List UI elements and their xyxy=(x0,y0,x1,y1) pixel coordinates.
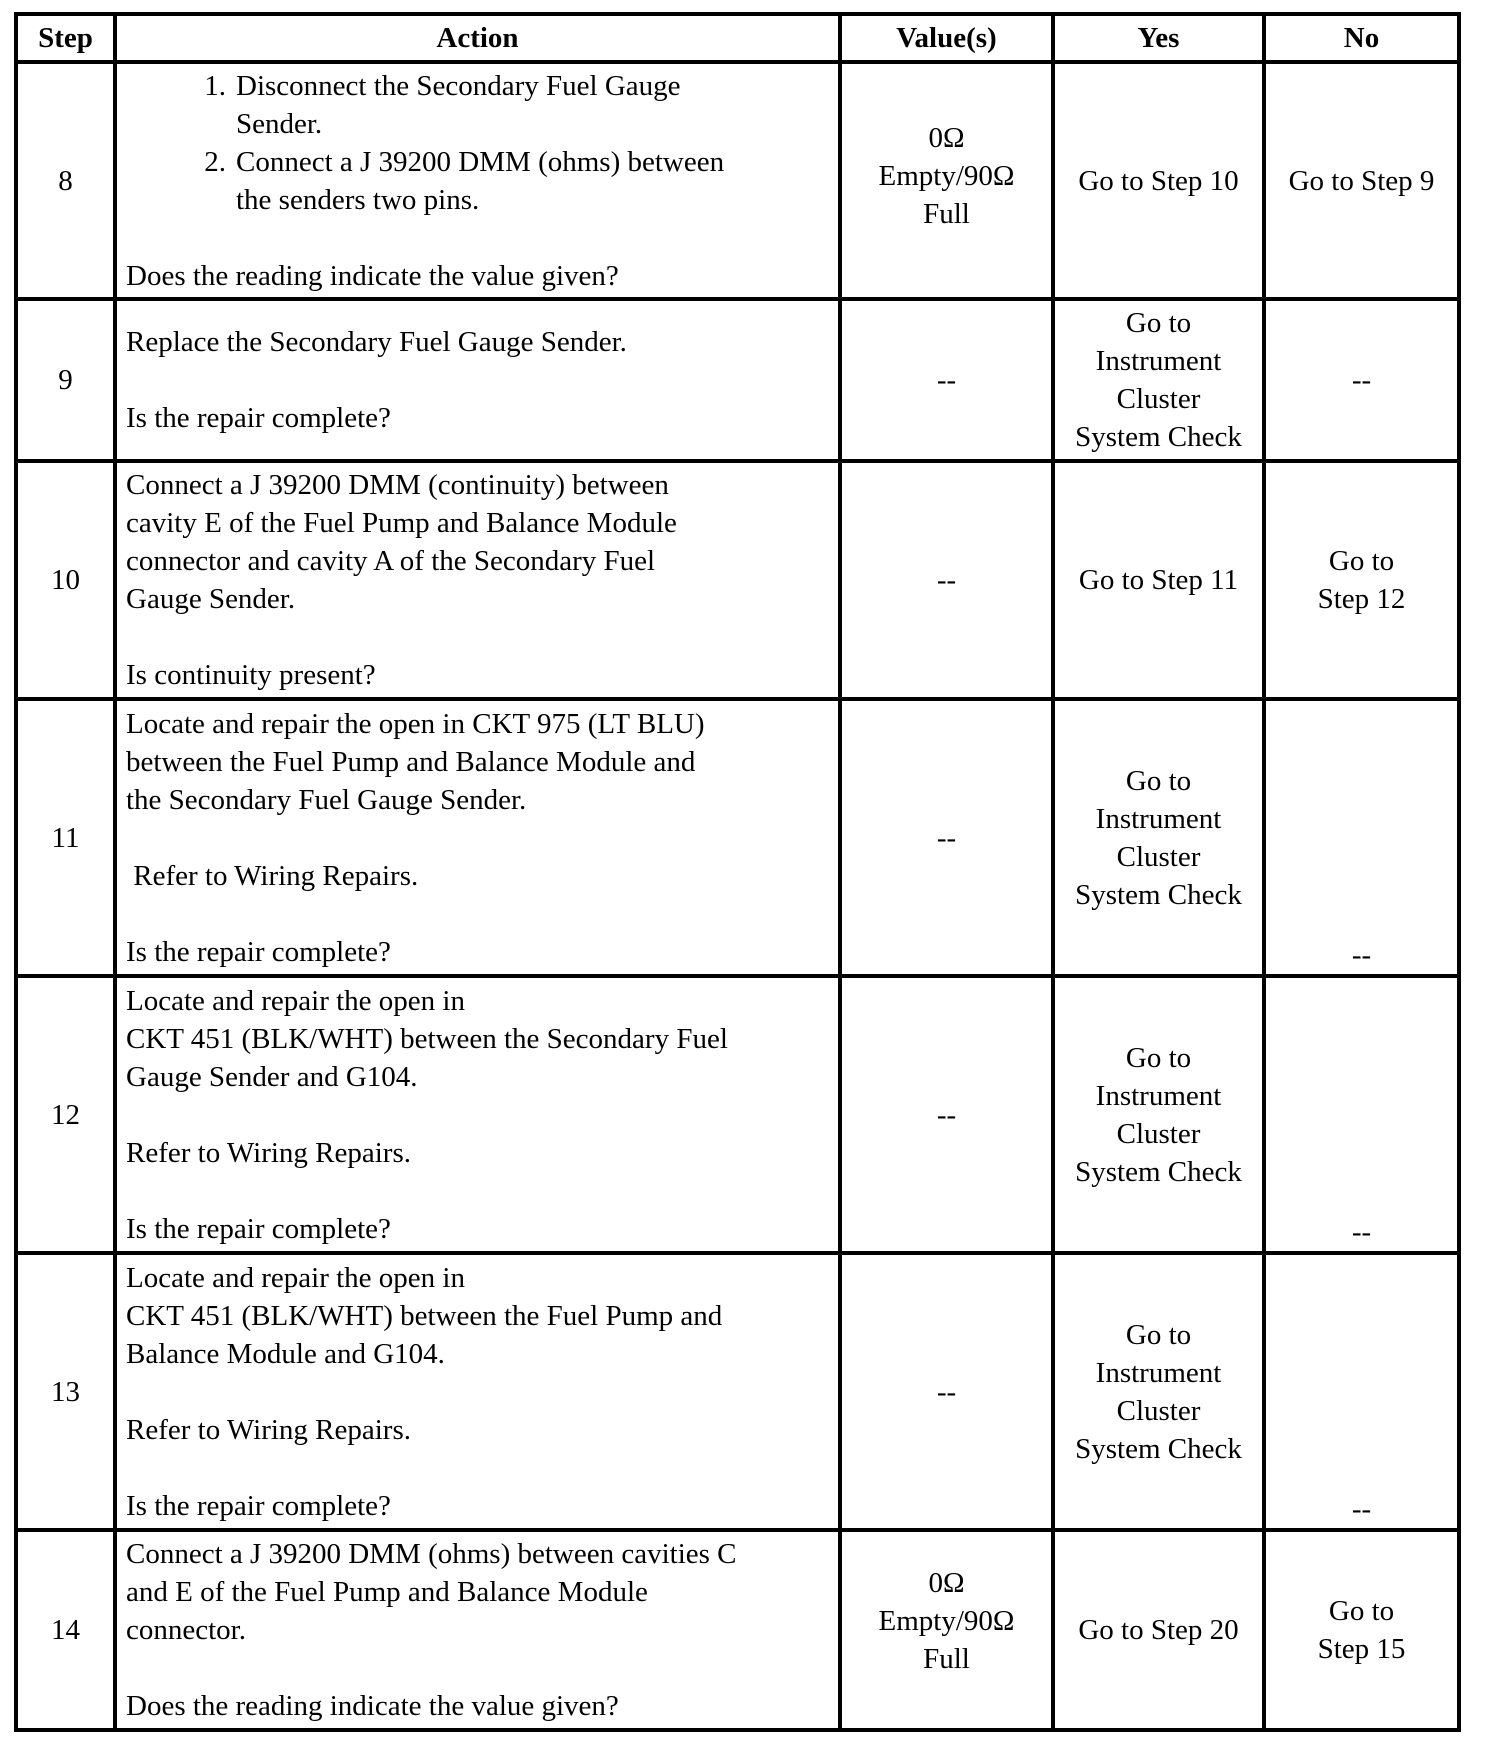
yes-line: Instrument xyxy=(1095,1356,1222,1389)
yes-line: Go to Step 20 xyxy=(1078,1614,1239,1646)
action-line: Refer to Wiring Repairs. xyxy=(126,1413,412,1446)
value-cell: -- xyxy=(840,299,1053,461)
action-line: between the Fuel Pump and Balance Module and xyxy=(126,745,696,778)
value-cell: -- xyxy=(840,461,1053,699)
action-line: connector. xyxy=(126,1614,246,1646)
yes-line: System Check xyxy=(1075,1432,1242,1465)
action-question: Is the repair complete? xyxy=(126,935,391,968)
yes-line: Go to xyxy=(1125,764,1192,797)
value-cell xyxy=(840,62,1053,299)
action-line: and E of the Fuel Pump and Balance Module xyxy=(126,1576,648,1608)
table-row xyxy=(16,461,1459,699)
action-line: Balance Module and G104. xyxy=(126,1337,445,1370)
yes-cell xyxy=(1053,1530,1264,1730)
action-cell xyxy=(115,62,840,299)
yes-cell xyxy=(1053,62,1264,299)
step-number: 12 xyxy=(16,976,115,1253)
action-line: the Secondary Fuel Gauge Sender. xyxy=(126,783,527,816)
action-line: CKT 451 (BLK/WHT) between the Secondary Fuel xyxy=(126,1022,728,1055)
step-number: 14 xyxy=(16,1530,115,1730)
action-question: Is the repair complete? xyxy=(126,1212,391,1245)
yes-line: Go to Step 11 xyxy=(1078,564,1239,596)
action-line: Locate and repair the open in xyxy=(126,1261,465,1294)
yes-line: Cluster xyxy=(1116,840,1201,873)
value-cell: -- xyxy=(840,976,1053,1253)
yes-line: Go to xyxy=(1125,307,1192,339)
action-line: cavity E of the Fuel Pump and Balance Module xyxy=(126,507,677,539)
yes-line: Instrument xyxy=(1095,802,1222,835)
table-row xyxy=(16,1253,1459,1530)
action-line: Refer to Wiring Repairs. xyxy=(126,859,419,892)
no-line: Step 15 xyxy=(1317,1633,1406,1665)
action-line: Replace the Secondary Fuel Gauge Sender. xyxy=(126,326,627,358)
no-line: Go to xyxy=(1328,545,1395,577)
value-line: Full xyxy=(923,1643,970,1675)
yes-cell xyxy=(1053,699,1264,976)
header-values: Value(s) xyxy=(840,14,1053,62)
action-line: CKT 451 (BLK/WHT) between the Fuel Pump and xyxy=(126,1299,723,1332)
no-cell: -- xyxy=(1264,976,1459,1253)
list-text-continued: Sender. xyxy=(236,107,323,140)
yes-line: Cluster xyxy=(1116,383,1201,415)
yes-cell xyxy=(1053,299,1264,461)
yes-line: System Check xyxy=(1075,1155,1242,1188)
step-number: 11 xyxy=(16,699,115,976)
step-number: 9 xyxy=(16,299,115,461)
no-line: Step 12 xyxy=(1317,583,1406,615)
no-cell: -- xyxy=(1264,1253,1459,1530)
header-row xyxy=(16,14,1459,62)
list-number: 1. xyxy=(204,69,226,102)
action-cell xyxy=(115,299,840,461)
list-text: Connect a J 39200 DMM (ohms) between xyxy=(236,145,725,178)
action-line: Connect a J 39200 DMM (ohms) between cavities C xyxy=(126,1538,737,1570)
no-cell xyxy=(1264,62,1459,299)
action-cell xyxy=(115,699,840,976)
header-step: Step xyxy=(16,14,115,62)
action-line: connector and cavity A of the Secondary Fuel xyxy=(126,545,656,577)
action-cell xyxy=(115,976,840,1253)
table-row xyxy=(16,699,1459,976)
action-cell xyxy=(115,1253,840,1530)
action-cell xyxy=(115,1530,840,1730)
list-text: Disconnect the Secondary Fuel Gauge xyxy=(236,69,681,102)
yes-line: Cluster xyxy=(1116,1394,1201,1427)
action-question: Is continuity present? xyxy=(126,659,376,691)
list-item xyxy=(126,143,829,181)
no-line: Go to xyxy=(1328,1595,1395,1627)
yes-line: Go to xyxy=(1125,1318,1192,1351)
no-cell: -- xyxy=(1264,699,1459,976)
header-action: Action xyxy=(115,14,840,62)
yes-cell xyxy=(1053,461,1264,699)
action-question: Does the reading indicate the value given? xyxy=(126,259,619,292)
no-line: Go to Step 9 xyxy=(1288,164,1435,197)
table-row xyxy=(16,299,1459,461)
yes-line: Go to Step 10 xyxy=(1078,164,1239,197)
list-text-continued: the senders two pins. xyxy=(236,183,480,216)
action-line: Connect a J 39200 DMM (continuity) between xyxy=(126,469,669,501)
table-row xyxy=(16,1530,1459,1730)
yes-line: Cluster xyxy=(1116,1117,1201,1150)
step-number: 8 xyxy=(16,62,115,299)
action-line: Locate and repair the open in CKT 975 (LT BLU) xyxy=(126,707,705,740)
value-line: 0Ω xyxy=(928,1567,965,1599)
yes-line: Instrument xyxy=(1095,345,1222,377)
action-line: Gauge Sender and G104. xyxy=(126,1060,418,1093)
action-question: Does the reading indicate the value given? xyxy=(126,1690,619,1722)
no-cell: -- xyxy=(1264,299,1459,461)
value-cell: -- xyxy=(840,1253,1053,1530)
yes-line: System Check xyxy=(1075,421,1242,453)
value-line: Full xyxy=(923,198,970,230)
table-row xyxy=(16,976,1459,1253)
yes-line: Go to xyxy=(1125,1041,1192,1074)
yes-line: Instrument xyxy=(1095,1079,1222,1112)
action-line: Refer to Wiring Repairs. xyxy=(126,1136,412,1169)
value-line: Empty/90Ω xyxy=(878,160,1015,192)
value-line: 0Ω xyxy=(928,122,965,154)
yes-line: System Check xyxy=(1075,878,1242,911)
action-line: Locate and repair the open in xyxy=(126,984,465,1017)
list-number: 2. xyxy=(204,145,226,178)
table-row xyxy=(16,62,1459,299)
no-cell xyxy=(1264,1530,1459,1730)
value-cell xyxy=(840,1530,1053,1730)
step-number: 13 xyxy=(16,1253,115,1530)
yes-cell xyxy=(1053,1253,1264,1530)
yes-cell xyxy=(1053,976,1264,1253)
list-item xyxy=(126,67,829,105)
no-cell xyxy=(1264,461,1459,699)
header-no: No xyxy=(1264,14,1459,62)
action-cell xyxy=(115,461,840,699)
header-yes: Yes xyxy=(1053,14,1264,62)
value-line: Empty/90Ω xyxy=(878,1605,1015,1637)
step-number: 10 xyxy=(16,461,115,699)
action-line: Gauge Sender. xyxy=(126,583,296,615)
diagnostic-table xyxy=(14,12,1461,1732)
action-question: Is the repair complete? xyxy=(126,1489,391,1522)
action-question: Is the repair complete? xyxy=(126,402,391,434)
value-cell: -- xyxy=(840,699,1053,976)
